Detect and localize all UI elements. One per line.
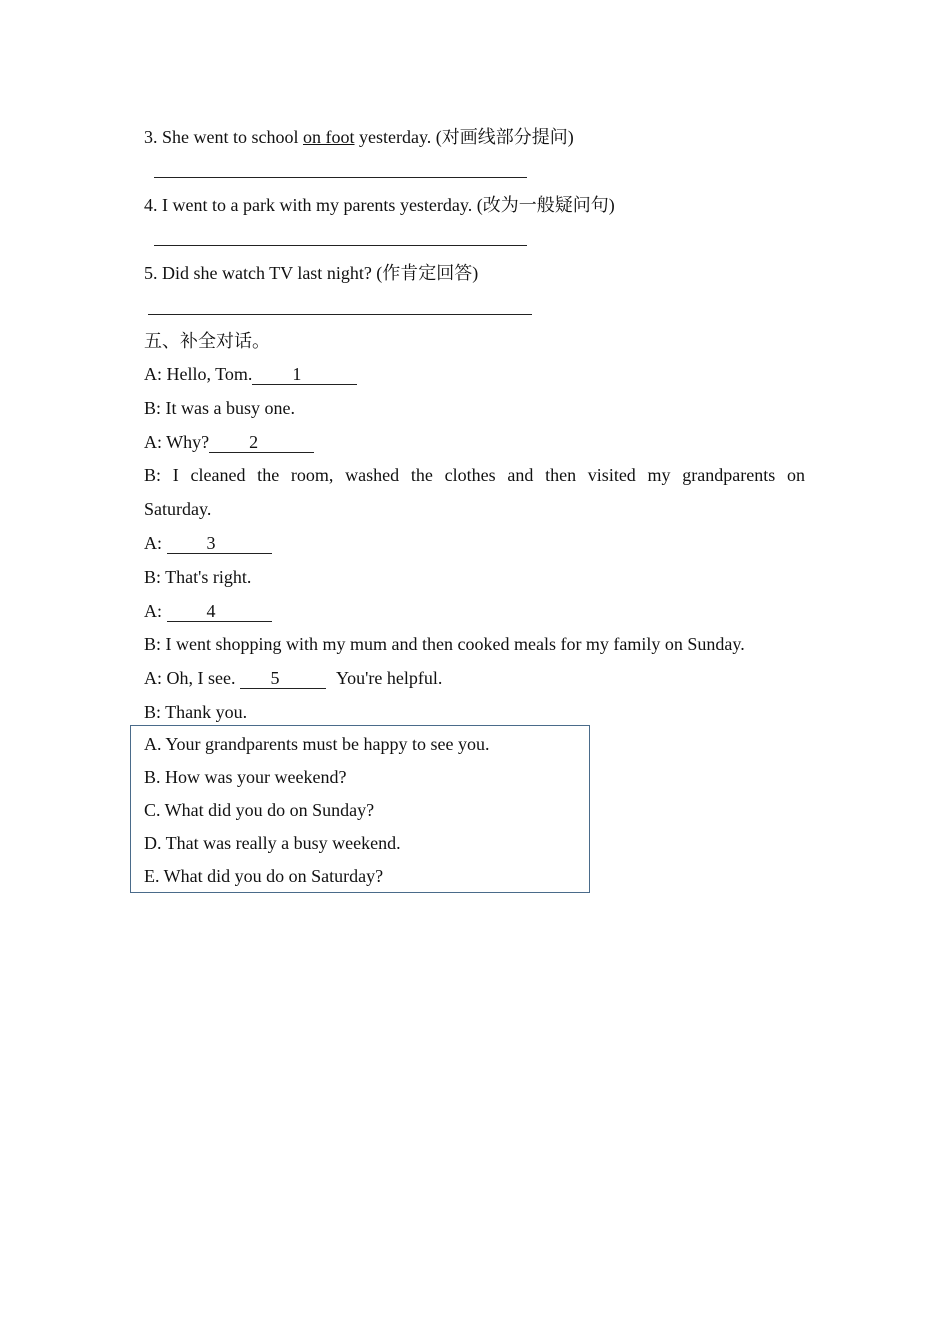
question-3 [144, 126, 574, 148]
dialogue-line-9-text: A: Oh, I see. [144, 668, 240, 688]
section-heading: 五、补全对话。 [144, 331, 270, 351]
blank-4-number: 4 [206, 601, 216, 621]
blank-3-number: 3 [206, 533, 216, 553]
answer-line-3[interactable] [154, 177, 527, 178]
dialogue-line-1-text: A: Hello, Tom. [144, 364, 253, 384]
blank-1[interactable] [252, 364, 357, 385]
answer-line-5[interactable] [148, 314, 532, 315]
option-b: B. How was your weekend? [144, 767, 347, 787]
question-5: 5. Did she watch TV last night? (作肯定回答) [144, 263, 479, 283]
dialogue-line-3 [144, 431, 314, 453]
options-box [130, 725, 590, 893]
option-c: C. What did you do on Sunday? [144, 800, 375, 820]
dialogue-line-1 [144, 363, 357, 385]
dialogue-line-7 [144, 600, 272, 622]
dialogue-line-8: B: I went shopping with my mum and then cooked meals for my family on Sunday. [144, 634, 745, 654]
dialogue-line-5-text: A: [144, 533, 167, 553]
blank-4[interactable] [167, 601, 272, 622]
dialogue-line-2: B: It was a busy one. [144, 398, 295, 418]
blank-2-number: 2 [249, 432, 259, 452]
answer-line-4[interactable] [154, 245, 527, 246]
option-d: D. That was really a busy weekend. [144, 833, 401, 853]
blank-3[interactable] [167, 533, 272, 554]
question-3-after: yesterday. (对画线部分提问) [354, 127, 574, 147]
dialogue-line-3-text: A: Why? [144, 432, 210, 452]
dialogue-line-7-text: A: [144, 601, 167, 621]
option-e: E. What did you do on Saturday? [144, 866, 384, 886]
question-3-underlined: on foot [303, 127, 355, 147]
dialogue-line-4a: B: I cleaned the room, washed the clothes and then visited my grandparents on [144, 465, 805, 485]
blank-5[interactable] [240, 668, 326, 689]
option-a: A. Your grandparents must be happy to see you. [144, 734, 490, 754]
dialogue-line-9 [144, 667, 442, 689]
dialogue-line-9-suffix: You're helpful. [335, 668, 443, 688]
dialogue-line-10: B: Thank you. [144, 702, 248, 722]
question-4: 4. I went to a park with my parents yesterday. (改为一般疑问句) [144, 195, 615, 215]
dialogue-line-4b: Saturday. [144, 499, 212, 519]
blank-5-number: 5 [270, 668, 280, 688]
question-3-before: 3. She went to school [144, 127, 303, 147]
blank-1-number: 1 [292, 364, 302, 384]
blank-2[interactable] [209, 432, 314, 453]
dialogue-line-6: B: That's right. [144, 567, 252, 587]
dialogue-line-5 [144, 532, 272, 554]
